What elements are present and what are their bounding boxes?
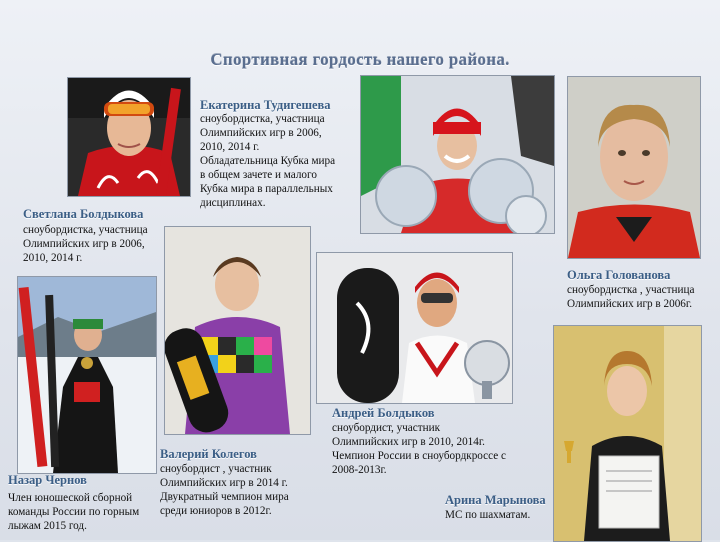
- photo-arina-marynova: [553, 325, 702, 542]
- name-nazar-chernov: Назар Чернов: [8, 473, 87, 487]
- desc-olga-golovanova: сноубордистка , участница Олимпийских игр в 2006г.: [567, 284, 695, 310]
- name-ekaterina-tudigesheva: Екатерина Тудигешева: [200, 98, 331, 112]
- desc-valeriy-kolegov: сноубордист , участник Олимпийских игр в 2014 г. Двукратный чемпион мира среди юниоров в 2012г.: [160, 463, 289, 517]
- desc-svetlana-boldykova: сноубордистка, участница Олимпийских игр в 2006, 2010, 2014 г.: [23, 224, 148, 264]
- name-andrey-boldykov: Андрей Болдыков: [332, 406, 435, 420]
- photo-olga-golovanova: [567, 76, 701, 259]
- photo-svetlana-boldykova: [67, 77, 191, 197]
- desc-ekaterina-tudigesheva: сноубордистка, участница Олимпийских игр в 2006, 2010, 2014 г. Обладательница Кубка мира в общем зачете и малого Кубка мира в параллельных дисциплинах.: [200, 113, 336, 209]
- desc-nazar-chernov: Член юношеской сборной команды России по горным лыжам 2015 год.: [8, 492, 140, 532]
- photo-ekaterina-tudigesheva: [360, 75, 555, 234]
- name-olga-golovanova: Ольга Голованова: [567, 268, 671, 282]
- photo-valeriy-kolegov: [164, 226, 311, 435]
- slide-title: Спортивная гордость нашего района.: [210, 50, 510, 69]
- photo-nazar-chernov: [17, 276, 157, 474]
- name-arina-marynova: Арина Марынова: [445, 493, 546, 507]
- desc-arina-marynova: МС по шахматам.: [445, 509, 531, 521]
- name-svetlana-boldykova: Светлана Болдыкова: [23, 207, 144, 221]
- name-valeriy-kolegov: Валерий Колегов: [160, 447, 257, 461]
- desc-andrey-boldykov: сноубордист, участник Олимпийских игр в 2010, 2014г. Чемпион России в сноубордкроссе с 2008-2013г.: [332, 422, 506, 476]
- photo-andrey-boldykov: [316, 252, 513, 404]
